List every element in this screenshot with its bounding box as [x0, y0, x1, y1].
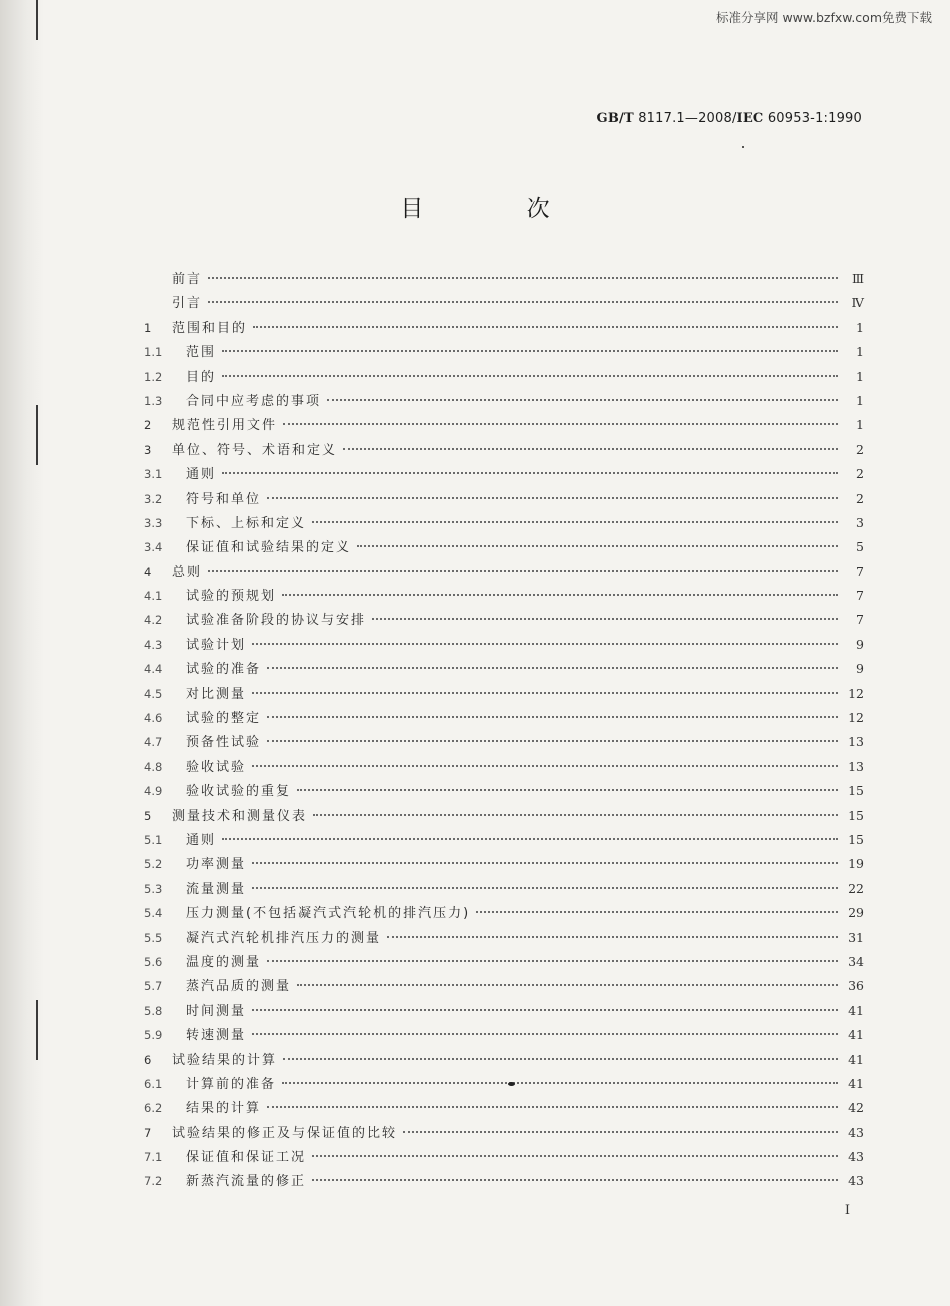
- toc-entry-page: 7: [856, 563, 864, 579]
- toc-entry-page: 43: [848, 1124, 864, 1140]
- toc-entry-page: 13: [848, 758, 864, 774]
- toc-entry-title: 下标、上标和定义: [186, 515, 307, 531]
- toc-leader-dots: [312, 1179, 838, 1181]
- standard-code-part: 8117.1—2008/: [633, 111, 737, 126]
- toc-entry: [144, 488, 864, 512]
- toc-entry: [144, 658, 864, 682]
- toc-entry: [144, 414, 864, 438]
- toc-entry-number: 5.2: [144, 857, 163, 872]
- standard-code-part: GB/T: [596, 111, 634, 126]
- toc-entry-number: 5.9: [144, 1028, 163, 1043]
- toc-entry-number: 4.8: [144, 759, 163, 774]
- toc-entry: [144, 927, 864, 951]
- standard-code-part: IEC: [736, 111, 764, 126]
- toc-entry-title: 试验结果的修正及与保证值的比较: [172, 1125, 398, 1141]
- toc-entry: [144, 756, 864, 780]
- toc-entry: [144, 463, 864, 487]
- toc-leader-dots: [267, 1106, 838, 1108]
- toc-leader-dots: [312, 1155, 838, 1157]
- toc-entry-number: 7.1: [144, 1150, 163, 1165]
- toc-leader-dots: [372, 618, 838, 620]
- toc-entry-page: 41: [848, 1002, 864, 1018]
- toc-entry: [144, 1122, 864, 1146]
- toc-entry-title: 计算前的准备: [186, 1076, 277, 1092]
- watermark-text: 标准分享网 www.bzfxw.com免费下载: [715, 10, 932, 25]
- toc-leader-dots: [252, 887, 838, 889]
- toc-entry-title: 温度的测量: [186, 954, 262, 970]
- toc-leader-dots: [267, 716, 838, 718]
- toc-entry-title: 范围和目的: [172, 320, 248, 336]
- toc-leader-dots: [282, 594, 838, 596]
- toc-entry-title: 保证值和试验结果的定义: [186, 540, 352, 556]
- toc-entry-page: 9: [856, 661, 864, 677]
- toc-entry-title: 范围: [186, 345, 217, 361]
- toc-leader-dots: [312, 521, 838, 523]
- toc-entry-number: 4.7: [144, 735, 163, 750]
- toc-entry-number: 1.1: [144, 345, 163, 360]
- toc-entry-page: 1: [856, 417, 864, 433]
- toc-entry: [144, 1024, 864, 1048]
- toc-entry-number: 5.8: [144, 1003, 163, 1018]
- toc-entry: [144, 317, 864, 341]
- toc-entry-title: 验收试验: [186, 759, 247, 775]
- toc-entry-title: 试验的准备: [186, 662, 262, 678]
- toc-entry-page: 19: [848, 856, 864, 872]
- scan-edge-line: [36, 405, 38, 465]
- toc-entry: [144, 1000, 864, 1024]
- toc-entry-page: 2: [856, 441, 864, 457]
- toc-entry-page: 2: [856, 466, 864, 482]
- toc-entry: [144, 1073, 864, 1097]
- toc-leader-dots: [252, 643, 838, 645]
- toc-leader-dots: [208, 570, 838, 572]
- toc-entry-title: 转速测量: [186, 1028, 247, 1044]
- toc-entry: [144, 366, 864, 390]
- toc-entry-page: 31: [848, 929, 864, 945]
- toc-entry: [144, 878, 864, 902]
- toc-entry-number: 4.6: [144, 711, 163, 726]
- toc-entry-title: 试验的整定: [186, 711, 262, 727]
- toc-entry-title: 新蒸汽流量的修正: [186, 1174, 307, 1190]
- toc-entry-title: 时间测量: [186, 1003, 247, 1019]
- toc-entry-title: 验收试验的重复: [186, 784, 292, 800]
- toc-leader-dots: [252, 1033, 838, 1035]
- toc-entry: [144, 634, 864, 658]
- toc-entry: [144, 292, 864, 316]
- toc-entry-page: 22: [848, 880, 864, 896]
- toc-entry-number: 5.3: [144, 881, 163, 896]
- toc-entry-number: 6.1: [144, 1076, 163, 1091]
- toc-entry: [144, 512, 864, 536]
- toc-entry-page: 15: [848, 831, 864, 847]
- scan-edge-line: [36, 0, 38, 40]
- toc-entry-page: 1: [856, 319, 864, 335]
- toc-leader-dots: [327, 399, 838, 401]
- toc-entry: [144, 561, 864, 585]
- toc-leader-dots: [252, 765, 838, 767]
- toc-entry-page: 9: [856, 636, 864, 652]
- toc-entry-title: 通则: [186, 832, 217, 848]
- standard-code-part: 60953-1:1990: [763, 111, 862, 126]
- toc-entry-page: 13: [848, 734, 864, 750]
- toc-entry-number: 7.2: [144, 1174, 163, 1189]
- toc-entry-number: 5.6: [144, 954, 163, 969]
- toc-entry-number: 4: [144, 564, 152, 579]
- toc-entry-number: 3.1: [144, 467, 163, 482]
- toc-entry-page: 43: [848, 1173, 864, 1189]
- toc-entry-page: 29: [848, 905, 864, 921]
- toc-leader-dots: [267, 667, 838, 669]
- toc-entry-title: 流量测量: [186, 881, 247, 897]
- toc-entry-title: 总则: [172, 564, 203, 580]
- toc-entry-page: 12: [848, 685, 864, 701]
- toc-entry-title: 结果的计算: [186, 1101, 262, 1117]
- toc-entry-page: 12: [848, 710, 864, 726]
- toc-entry: [144, 683, 864, 707]
- toc-entry: [144, 853, 864, 877]
- toc-entry-title: 试验的预规划: [186, 589, 277, 605]
- toc-entry-number: 1.3: [144, 393, 163, 408]
- toc-leader-dots: [403, 1131, 838, 1133]
- toc-entry-title: 引言: [172, 296, 203, 312]
- toc-entry-title: 试验计划: [186, 637, 247, 653]
- toc-entry-title: 符号和单位: [186, 491, 262, 507]
- toc-entry-page: Ⅲ: [851, 271, 864, 286]
- toc-leader-dots: [387, 936, 838, 938]
- toc-entry-number: 1: [144, 320, 152, 335]
- toc-entry-page: 15: [848, 807, 864, 823]
- toc-entry-title: 蒸汽品质的测量: [186, 979, 292, 995]
- toc-leader-dots: [222, 838, 838, 840]
- toc-leader-dots: [283, 423, 838, 425]
- toc-entry-number: 6.2: [144, 1101, 163, 1116]
- toc-entry-title: 前言: [172, 272, 203, 287]
- toc-entry-number: 3.4: [144, 540, 163, 555]
- toc-entry-page: Ⅳ: [851, 295, 864, 311]
- toc-entry-title: 单位、符号、术语和定义: [172, 442, 338, 458]
- toc-entry-title: 保证值和保证工况: [186, 1150, 307, 1166]
- toc-entry: [144, 1146, 864, 1170]
- toc-entry-page: 3: [856, 514, 864, 530]
- toc-leader-dots: [343, 448, 838, 450]
- toc-entry: [144, 1097, 864, 1121]
- toc-leader-dots: [208, 277, 838, 279]
- toc-entry: [144, 951, 864, 975]
- toc-leader-dots: [252, 862, 838, 864]
- toc-entry: [144, 439, 864, 463]
- toc-entry-page: 1: [856, 344, 864, 360]
- toc-entry-page: 41: [848, 1051, 864, 1067]
- toc-leader-dots: [297, 984, 838, 986]
- toc-entry-number: 3: [144, 442, 152, 457]
- scan-edge-line: [36, 1000, 38, 1060]
- toc-leader-dots: [357, 545, 838, 547]
- table-of-contents: [144, 268, 864, 1195]
- toc-entry-page: 2: [856, 490, 864, 506]
- page-title: 目 次: [400, 196, 598, 222]
- toc-entry-number: 4.4: [144, 662, 163, 677]
- toc-leader-dots: [267, 497, 838, 499]
- toc-entry-title: 预备性试验: [186, 735, 262, 751]
- toc-leader-dots: [267, 960, 838, 962]
- toc-entry: [144, 268, 864, 292]
- scan-speck: [508, 1082, 515, 1086]
- toc-entry-page: 1: [856, 368, 864, 384]
- toc-leader-dots: [208, 301, 838, 303]
- toc-entry-number: 4.3: [144, 637, 163, 652]
- toc-entry-page: 1: [856, 392, 864, 408]
- toc-leader-dots: [297, 789, 838, 791]
- toc-entry-number: 5.7: [144, 979, 163, 994]
- toc-entry-page: 15: [848, 783, 864, 799]
- toc-entry-title: 规范性引用文件: [172, 418, 278, 434]
- toc-leader-dots: [282, 1082, 838, 1084]
- toc-entry-page: 41: [848, 1027, 864, 1043]
- toc-entry-title: 试验结果的计算: [172, 1052, 278, 1068]
- footer-page-number: I: [844, 1203, 850, 1218]
- toc-entry-number: 7: [144, 1125, 152, 1140]
- toc-entry: [144, 731, 864, 755]
- toc-leader-dots: [267, 740, 838, 742]
- toc-entry: [144, 390, 864, 414]
- toc-entry: [144, 780, 864, 804]
- toc-entry-page: 5: [856, 539, 864, 555]
- toc-entry-page: 41: [848, 1075, 864, 1091]
- toc-entry-title: 对比测量: [186, 686, 247, 702]
- toc-entry-title: 合同中应考虑的事项: [186, 393, 322, 409]
- toc-leader-dots: [222, 350, 838, 352]
- toc-entry-number: 2: [144, 418, 152, 433]
- toc-leader-dots: [253, 326, 838, 328]
- standard-code: [597, 111, 862, 126]
- toc-entry: [144, 805, 864, 829]
- toc-leader-dots: [252, 1009, 838, 1011]
- toc-entry-number: 6: [144, 1052, 152, 1067]
- toc-entry-title: 目的: [186, 369, 217, 385]
- toc-leader-dots: [252, 692, 838, 694]
- toc-leader-dots: [222, 472, 838, 474]
- toc-entry-page: 42: [848, 1100, 864, 1116]
- toc-entry-title: 功率测量: [186, 857, 247, 873]
- toc-entry: [144, 585, 864, 609]
- toc-entry: [144, 609, 864, 633]
- toc-entry-number: 5: [144, 808, 152, 823]
- toc-entry: [144, 829, 864, 853]
- toc-entry-title: 试验准备阶段的协议与安排: [186, 613, 367, 629]
- toc-entry: [144, 975, 864, 999]
- toc-entry: [144, 1049, 864, 1073]
- toc-entry-number: 5.5: [144, 930, 163, 945]
- toc-entry: [144, 902, 864, 926]
- toc-entry-number: 3.2: [144, 491, 163, 506]
- toc-entry-page: 7: [856, 612, 864, 628]
- toc-entry-page: 34: [848, 953, 864, 969]
- toc-entry-number: 4.9: [144, 784, 163, 799]
- toc-entry: [144, 536, 864, 560]
- toc-entry-number: 5.4: [144, 906, 163, 921]
- toc-entry-title: 通则: [186, 467, 217, 483]
- toc-entry-number: 4.1: [144, 589, 163, 604]
- scan-speck: [742, 146, 744, 148]
- toc-entry: [144, 341, 864, 365]
- toc-entry-page: 7: [856, 588, 864, 604]
- toc-leader-dots: [283, 1058, 838, 1060]
- toc-entry-number: 5.1: [144, 832, 163, 847]
- toc-leader-dots: [313, 814, 838, 816]
- toc-entry-title: 凝汽式汽轮机排汽压力的测量: [186, 930, 382, 946]
- toc-entry-title: 压力测量(不包括凝汽式汽轮机的排汽压力): [186, 906, 471, 922]
- toc-entry-number: 1.2: [144, 369, 163, 384]
- toc-entry-page: 36: [848, 978, 864, 994]
- toc-entry-number: 4.5: [144, 686, 163, 701]
- toc-entry: [144, 707, 864, 731]
- toc-entry: [144, 1170, 864, 1194]
- toc-entry-page: 43: [848, 1149, 864, 1165]
- toc-entry-title: 测量技术和测量仪表: [172, 808, 308, 824]
- toc-entry-number: 3.3: [144, 515, 163, 530]
- toc-leader-dots: [222, 375, 838, 377]
- toc-leader-dots: [476, 911, 838, 913]
- toc-entry-number: 4.2: [144, 613, 163, 628]
